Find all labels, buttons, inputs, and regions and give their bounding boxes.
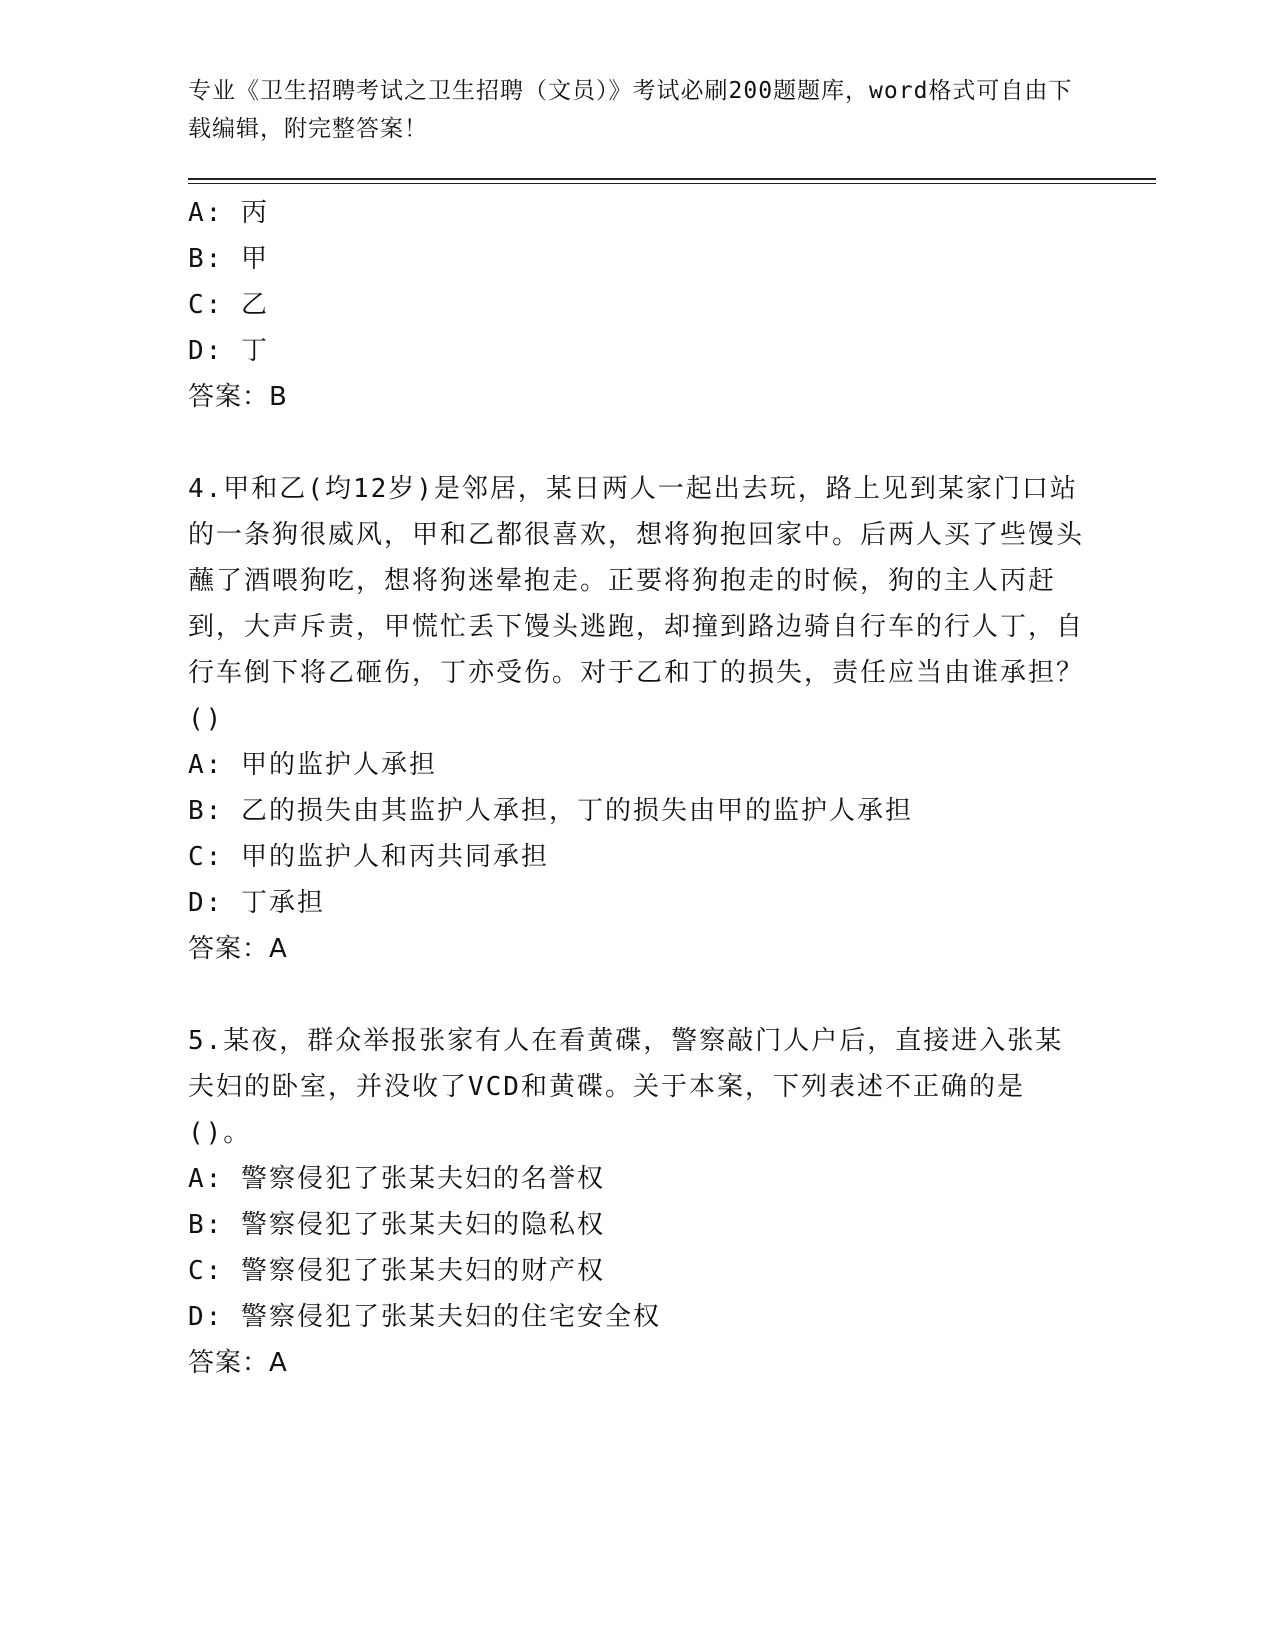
question-stem: 4.甲和乙(均12岁)是邻居，某日两人一起出去玩，路上见到某家门口站的一条狗很威风，甲和乙都很喜欢，想将狗抱回家中。后两人买了些馒头蘸了酒喂狗吃，想将狗迷晕抱走。正要将狗抱走的时候，狗的主人丙赶到，大声斥责，甲慌忙丢下馒头逃跑，却撞到路边骑自行车的行人丁，自行车倒下将乙砸伤，丁亦受伤。对于乙和丁的损失，责任应当由谁承担？() — [188, 474, 1085, 734]
answer-line: 答案：B — [188, 382, 288, 412]
header-divider-thick — [188, 178, 1156, 180]
header-divider-thin — [188, 183, 1156, 184]
option-b: B: 警察侵犯了张某夫妇的隐私权 — [188, 1210, 605, 1240]
question-content — [188, 190, 1088, 1386]
option-b: B: 甲 — [188, 244, 269, 274]
question-4 — [188, 466, 1088, 972]
question-stem: 5.某夜，群众举报张家有人在看黄碟，警察敲门人户后，直接进入张某夫妇的卧室，并没收了VCD和黄碟。关于本案，下列表述不正确的是()。 — [188, 1026, 1064, 1148]
answer-line: 答案：A — [188, 1348, 288, 1378]
question-5 — [188, 1018, 1088, 1386]
option-d: D: 丁承担 — [188, 888, 325, 918]
option-a: A: 警察侵犯了张某夫妇的名誉权 — [188, 1164, 605, 1194]
option-c: C: 警察侵犯了张某夫妇的财产权 — [188, 1256, 605, 1286]
option-a: A: 丙 — [188, 198, 269, 228]
document-header: 专业《卫生招聘考试之卫生招聘（文员）》考试必刷200题题库，word格式可自由下载编辑，附完整答案！ — [188, 78, 1073, 142]
spacer — [188, 420, 1088, 466]
answer-line: 答案：A — [188, 934, 288, 964]
option-d: D: 警察侵犯了张某夫妇的住宅安全权 — [188, 1302, 661, 1332]
question-3-tail — [188, 190, 1088, 420]
spacer — [188, 972, 1088, 1018]
option-d: D: 丁 — [188, 336, 269, 366]
option-c: C: 甲的监护人和丙共同承担 — [188, 842, 549, 872]
option-a: A: 甲的监护人承担 — [188, 750, 437, 780]
option-b: B: 乙的损失由其监护人承担，丁的损失由甲的监护人承担 — [188, 796, 913, 826]
option-c: C: 乙 — [188, 290, 269, 320]
